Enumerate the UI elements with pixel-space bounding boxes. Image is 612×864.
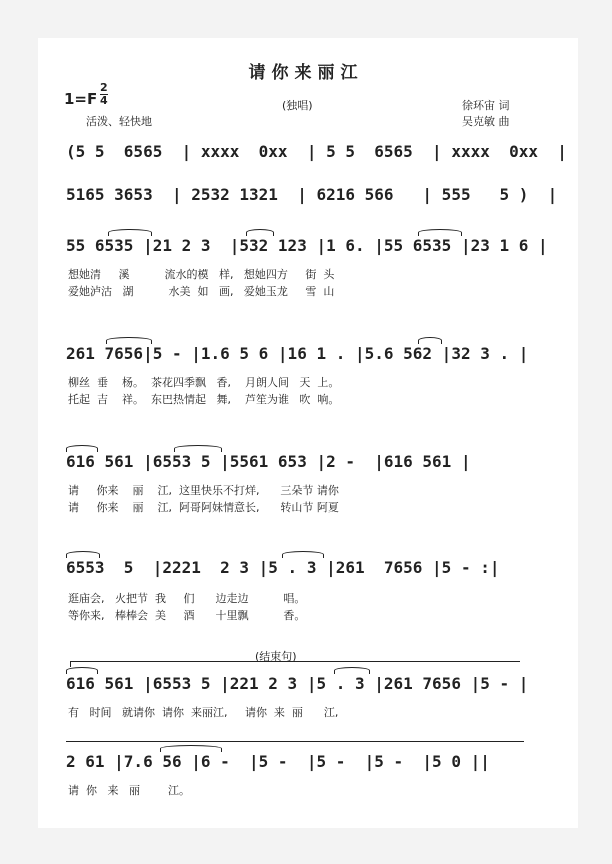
system-7-lyric-1: 有 时间 就请你 请你 来丽江, 请你 来 丽 江,	[68, 706, 339, 719]
system-5-lyric-2: 请 你来 丽 江, 阿哥阿妹情意长, 转山节 阿夏	[68, 501, 339, 514]
system-5-lyric-1: 请 你来 丽 江, 这里快乐不打烊, 三朵节 请你	[68, 484, 339, 497]
slur	[108, 229, 152, 236]
slur	[174, 445, 222, 452]
ending-bracket-tick	[70, 661, 71, 667]
system-6-notes: 6553 5 |2221 2 3 |5 . 3 |261 7656 |5 - :|	[66, 558, 500, 577]
system-6-lyric-1: 逛庙会, 火把节 我 们 边走边 唱。	[68, 592, 306, 605]
slur	[418, 337, 442, 344]
tempo-marking: 活泼、轻快地	[86, 115, 152, 128]
slur	[106, 337, 152, 344]
composer-credit: 吴克敏 曲	[462, 115, 510, 128]
slur	[66, 667, 98, 674]
time-signature	[100, 82, 108, 107]
slur	[160, 745, 222, 752]
ending-label: (结束句)	[255, 650, 297, 663]
system-4-lyric-2: 托起 吉 祥。 东巴热情起 舞, 芦笙为谁 吹 响。	[68, 393, 340, 406]
system-3-lyric-1: 想她清 溪 流水的模 样, 想她四方 街 头	[68, 268, 335, 281]
slur	[246, 229, 274, 236]
system-8-lyric-1: 请 你 来 丽 江。	[68, 784, 190, 797]
final-ending-line	[66, 741, 524, 742]
system-3-lyric-2: 爱她泸沽 湖 水美 如 画, 爱她玉龙 雪 山	[68, 285, 335, 298]
system-1-notes: (5 5 6565 | xxxx 0xx | 5 5 6565 | xxxx 0xx |	[66, 142, 567, 161]
slur	[282, 551, 324, 558]
key-signature: 1=F	[64, 90, 98, 108]
lyricist-credit: 徐环宙 词	[462, 99, 510, 112]
ending-bracket-line	[70, 661, 520, 662]
slur	[66, 445, 98, 452]
time-bottom: 4	[100, 94, 108, 107]
slur	[66, 551, 100, 558]
system-7-notes: 616 561 |6553 5 |221 2 3 |5 . 3 |261 7656 |5 - |	[66, 674, 529, 693]
system-8-notes: 2 61 |7.6 56 |6 - |5 - |5 - |5 - |5 0 ||	[66, 752, 490, 771]
system-2-notes: 5165 3653 | 2532 1321 | 6216 566 | 555 5 ) |	[66, 185, 558, 204]
system-5-notes: 616 561 |6553 5 |5561 653 |2 - |616 561 |	[66, 452, 471, 471]
slur	[418, 229, 462, 236]
performance-note: (独唱)	[282, 99, 313, 112]
time-top: 2	[100, 81, 108, 94]
system-4-notes: 261 7656|5 - |1.6 5 6 |16 1 . |5.6 562 |32 3 . |	[66, 344, 529, 363]
system-4-lyric-1: 柳丝 垂 杨。 茶花四季飘 香, 月朗人间 天 上。	[68, 376, 340, 389]
slur	[334, 667, 370, 674]
system-6-lyric-2: 等你来, 棒棒会 美 酒 十里飘 香。	[68, 609, 306, 622]
system-3-notes: 55 6535 |21 2 3 |532 123 |1 6. |55 6535 |23 1 6 |	[66, 236, 548, 255]
song-title: 请你来丽江	[248, 63, 364, 83]
